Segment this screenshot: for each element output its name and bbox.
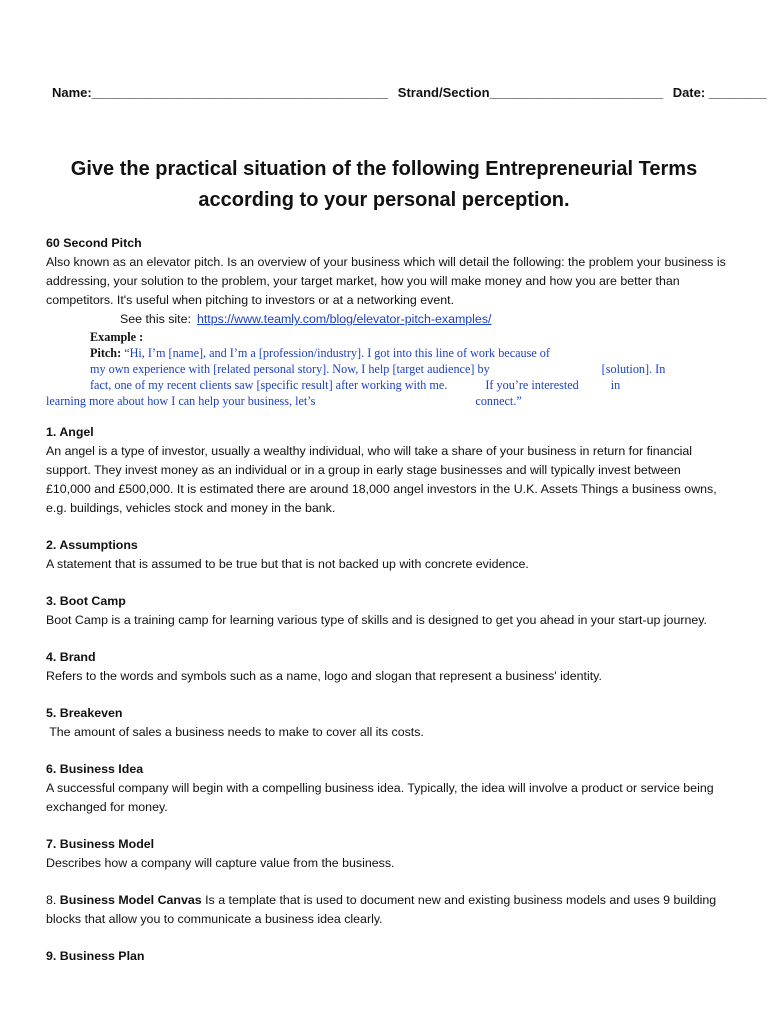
pitch-text-2b: [solution]. In	[601, 362, 666, 376]
terms-content	[46, 234, 726, 966]
term-business-model-canvas	[46, 891, 726, 929]
term-heading: 5. Breakeven	[46, 706, 123, 720]
term-angel	[46, 423, 726, 518]
page-title	[40, 154, 728, 216]
term-business-model	[46, 835, 726, 873]
term-breakeven	[46, 704, 726, 742]
term-body: Refers to the words and symbols such as a name, logo and slogan that represent a business' identity.	[46, 669, 602, 683]
term-body: A statement that is assumed to be true but that is not backed up with concrete evidence.	[46, 557, 529, 571]
elevator-pitch-link[interactable]: https://www.teamly.com/blog/elevator-pitch-examples/	[196, 312, 492, 326]
pitch-line-2	[46, 361, 726, 377]
term-body: A successful company will begin with a compelling business idea. Typically, the idea will involve a product or service being exchanged for money.	[46, 781, 714, 814]
pitch-label: Pitch:	[90, 346, 122, 360]
term-body: Describes how a company will capture value from the business.	[46, 856, 395, 870]
pitch-heading: 60 Second Pitch	[46, 236, 142, 250]
term-assumptions	[46, 536, 726, 574]
pitch-example	[46, 329, 726, 409]
pitch-text-2a: my own experience with [related personal story]. Now, I help [target audience] by	[90, 362, 490, 376]
term-brand	[46, 648, 726, 686]
pitch-section	[46, 234, 726, 409]
term-heading: Business Model Canvas	[59, 893, 202, 907]
pitch-text-4b: connect.”	[475, 394, 522, 408]
term-heading: 6. Business Idea	[46, 762, 144, 776]
pitch-text-3c: in	[610, 378, 621, 392]
term-body-inline	[46, 891, 726, 929]
student-info-header	[52, 85, 767, 100]
pitch-line-4	[46, 393, 726, 409]
term-heading: 2. Assumptions	[46, 538, 138, 552]
site-reference	[46, 310, 726, 329]
term-heading: 3. Boot Camp	[46, 594, 126, 608]
pitch-line-1	[46, 345, 726, 361]
title-line-2: according to your personal perception.	[198, 189, 570, 211]
name-field: Name:_________________________________________	[52, 85, 389, 100]
pitch-text-4a: learning more about how I can help your business, let’s	[46, 394, 316, 408]
term-business-plan	[46, 947, 726, 966]
example-label: Example :	[90, 330, 144, 344]
term-body: The amount of sales a business needs to make to cover all its costs.	[46, 725, 424, 739]
title-line-1: Give the practical situation of the following Entrepreneurial Terms	[70, 158, 698, 180]
term-business-idea	[46, 760, 726, 817]
strand-section-field: Strand/Section________________________	[397, 85, 664, 100]
pitch-line-3	[46, 377, 726, 393]
term-boot-camp	[46, 592, 726, 630]
term-number: 8.	[46, 893, 57, 907]
term-heading: 7. Business Model	[46, 837, 155, 851]
term-heading: 1. Angel	[46, 425, 94, 439]
pitch-text-3a: fact, one of my recent clients saw [specific result] after working with me.	[90, 378, 448, 392]
pitch-text-3b: If you’re interested	[485, 378, 579, 392]
term-body: An angel is a type of investor, usually a wealthy individual, who will take a share of your business in return for financial support. They invest money as an individual or in a group in early stage businesses and will typically invest between £10,000 and £500,000. It is estimated there are around 18,000 angel investors in the U.K. Assets Things a business owns, e.g. buildings, vehicles stock and money in the bank.	[46, 444, 717, 515]
term-heading: 4. Brand	[46, 650, 96, 664]
pitch-text-1: “Hi, I’m [name], and I’m a [profession/industry]. I got into this line of work because of	[124, 346, 550, 360]
term-body: Is a template that is used to document new and existing business models and uses 9 building blocks that allow you to communicate a business idea clearly.	[46, 893, 717, 926]
term-body: Boot Camp is a training camp for learning various type of skills and is designed to get you ahead in your start-up journey.	[46, 613, 707, 627]
date-field: Date: ________	[672, 85, 767, 100]
see-site-label: See this site:	[120, 312, 191, 326]
pitch-body: Also known as an elevator pitch. Is an overview of your business which will detail the following: the problem your business is addressing, your solution to the problem, your target market, how you will make money and how you are better than competitors. It's useful when pitching to investors or at a networking event.	[46, 255, 726, 307]
term-heading: 9. Business Plan	[46, 949, 145, 963]
